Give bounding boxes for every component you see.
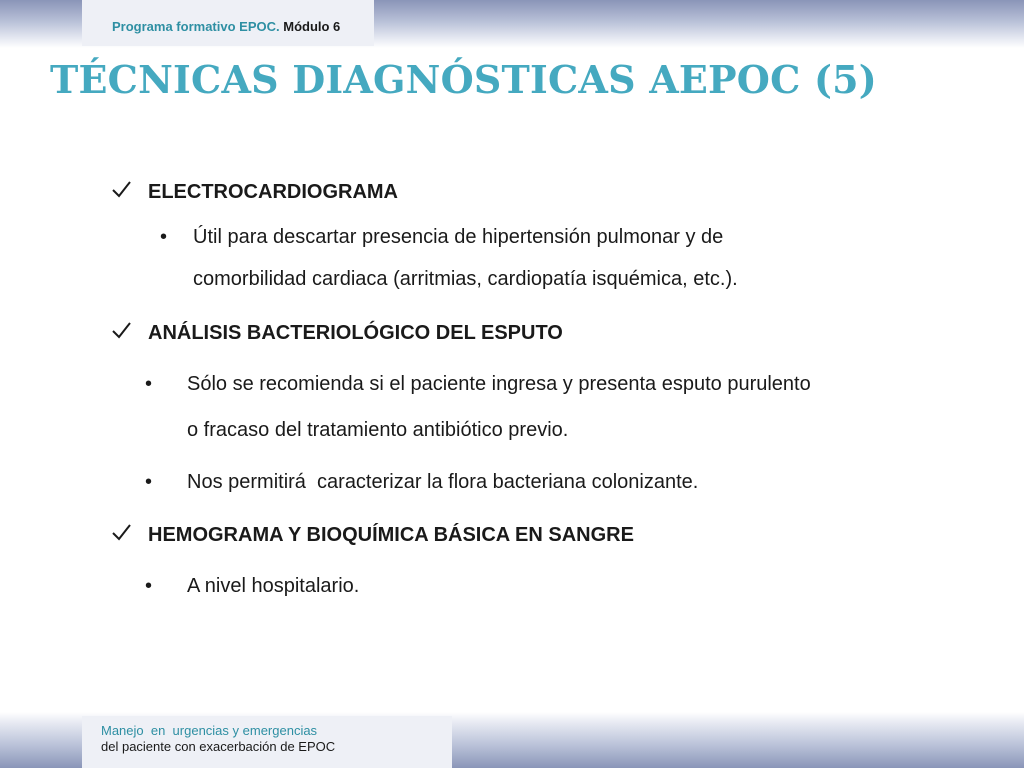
bullet-icon: •: [145, 471, 153, 493]
footer-line-2: del paciente con exacerbación de EPOC: [101, 739, 336, 754]
section-heading-hemograma: HEMOGRAMA Y BIOQUÍMICA BÁSICA EN SANGRE: [148, 524, 634, 546]
bullet-icon: •: [145, 575, 153, 597]
list-item-ecg-line1: Útil para descartar presencia de hipertensión pulmonar y de: [193, 226, 724, 248]
section-heading-electrocardiograma: ELECTROCARDIOGRAMA: [148, 181, 398, 203]
module-label: Módulo 6: [283, 19, 341, 34]
list-item-esputo-line2: o fracaso del tratamiento antibiótico previo.: [187, 419, 569, 441]
checkmark-icon: [110, 521, 132, 543]
list-item-ecg-line2: comorbilidad cardiaca (arritmias, cardiopatía isquémica, etc.).: [193, 268, 738, 290]
list-item-esputo-line1: Sólo se recomienda si el paciente ingresa y presenta esputo purulento: [187, 373, 811, 395]
section-heading-esputo: ANÁLISIS BACTERIOLÓGICO DEL ESPUTO: [148, 322, 563, 344]
list-item-hospitalario: A nivel hospitalario.: [187, 575, 360, 597]
checkmark-icon: [110, 319, 132, 341]
bullet-icon: •: [160, 226, 168, 248]
list-item-flora: Nos permitirá caracterizar la flora bacteriana colonizante.: [187, 471, 699, 493]
header-label: [112, 19, 340, 34]
bullet-icon: •: [145, 373, 153, 395]
checkmark-icon: [110, 178, 132, 200]
footer-line-1: Manejo en urgencias y emergencias: [101, 723, 318, 738]
slide-title: TÉCNICAS DIAGNÓSTICAS AEPOC (5): [50, 57, 877, 102]
program-label: Programa formativo EPOC.: [112, 19, 280, 34]
